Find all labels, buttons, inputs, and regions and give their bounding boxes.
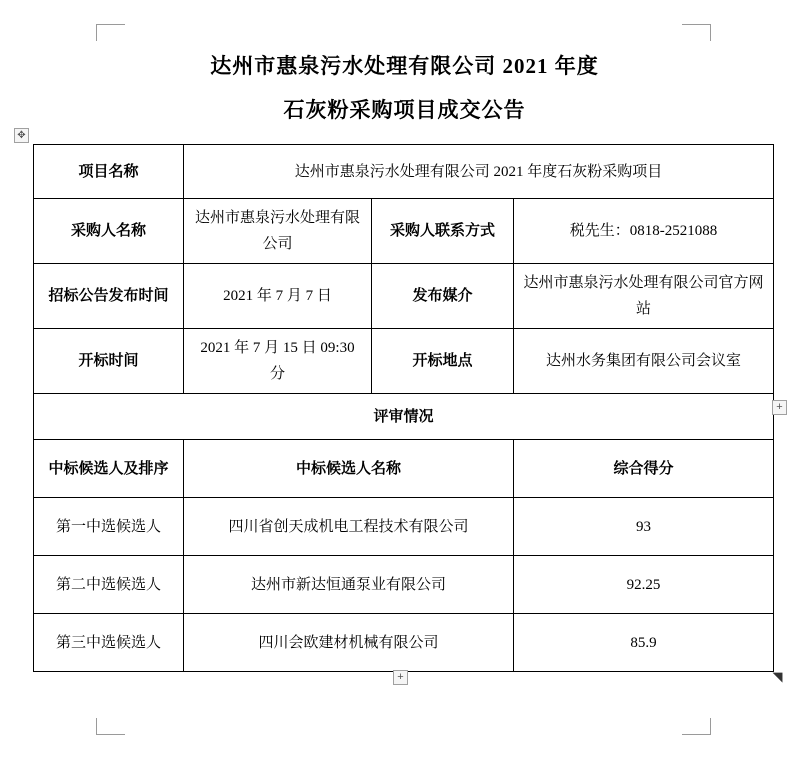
cell-media-value[interactable]: 达州市惠泉污水处理有限公司官方网站 (514, 264, 774, 329)
document-title (0, 44, 809, 132)
cell-contact-label[interactable]: 采购人联系方式 (372, 199, 514, 264)
cell-project-name-label[interactable]: 项目名称 (34, 145, 184, 199)
margin-mark-bottom-left (96, 718, 125, 735)
table-resize-handle-icon[interactable] (770, 670, 785, 685)
title-line-1: 达州市惠泉污水处理有限公司 2021 年度 (210, 54, 599, 78)
cell-bid-open-time-value[interactable]: 2021 年 7 月 15 日 09:30 分 (184, 329, 372, 394)
table-row[interactable] (34, 394, 774, 440)
table-row[interactable] (34, 614, 774, 672)
add-row-button[interactable]: + (393, 670, 408, 685)
table-row[interactable] (34, 329, 774, 394)
title-line-2: 石灰粉采购项目成交公告 (283, 98, 526, 122)
margin-mark-top-right (682, 24, 711, 41)
cell-rank-2[interactable]: 第二中选候选人 (34, 556, 184, 614)
table-row[interactable] (34, 264, 774, 329)
cell-candidate-header[interactable]: 中标候选人名称 (184, 440, 514, 498)
cell-candidate-2[interactable]: 达州市新达恒通泵业有限公司 (184, 556, 514, 614)
cell-notice-date-label[interactable]: 招标公告发布时间 (34, 264, 184, 329)
table-row[interactable] (34, 199, 774, 264)
cell-rank-header[interactable]: 中标候选人及排序 (34, 440, 184, 498)
table-row[interactable] (34, 440, 774, 498)
cell-project-name-value[interactable]: 达州市惠泉污水处理有限公司 2021 年度石灰粉采购项目 (184, 145, 774, 199)
cell-purchaser-value[interactable]: 达州市惠泉污水处理有限公司 (184, 199, 372, 264)
table-row[interactable] (34, 145, 774, 199)
cell-section-header[interactable]: 评审情况 (34, 394, 774, 440)
table-row[interactable] (34, 498, 774, 556)
announcement-table[interactable] (33, 144, 774, 672)
cell-bid-open-place-label[interactable]: 开标地点 (372, 329, 514, 394)
resize-glyph: ◥ (772, 669, 783, 684)
cell-bid-open-time-label[interactable]: 开标时间 (34, 329, 184, 394)
cell-purchaser-label[interactable]: 采购人名称 (34, 199, 184, 264)
cell-score-3[interactable]: 85.9 (514, 614, 774, 672)
cell-candidate-1[interactable]: 四川省创天成机电工程技术有限公司 (184, 498, 514, 556)
cell-rank-3[interactable]: 第三中选候选人 (34, 614, 184, 672)
cell-score-header[interactable]: 综合得分 (514, 440, 774, 498)
cell-score-2[interactable]: 92.25 (514, 556, 774, 614)
cell-notice-date-value[interactable]: 2021 年 7 月 7 日 (184, 264, 372, 329)
cell-bid-open-place-value[interactable]: 达州水务集团有限公司会议室 (514, 329, 774, 394)
table-row[interactable] (34, 556, 774, 614)
margin-mark-bottom-right (682, 718, 711, 735)
add-column-button[interactable]: + (772, 400, 787, 415)
cell-media-label[interactable]: 发布媒介 (372, 264, 514, 329)
cell-rank-1[interactable]: 第一中选候选人 (34, 498, 184, 556)
table-move-handle-icon[interactable]: ✥ (14, 128, 29, 143)
cell-score-1[interactable]: 93 (514, 498, 774, 556)
cell-candidate-3[interactable]: 四川会欧建材机械有限公司 (184, 614, 514, 672)
margin-mark-top-left (96, 24, 125, 41)
cell-contact-value[interactable]: 税先生：0818-2521088 (514, 199, 774, 264)
